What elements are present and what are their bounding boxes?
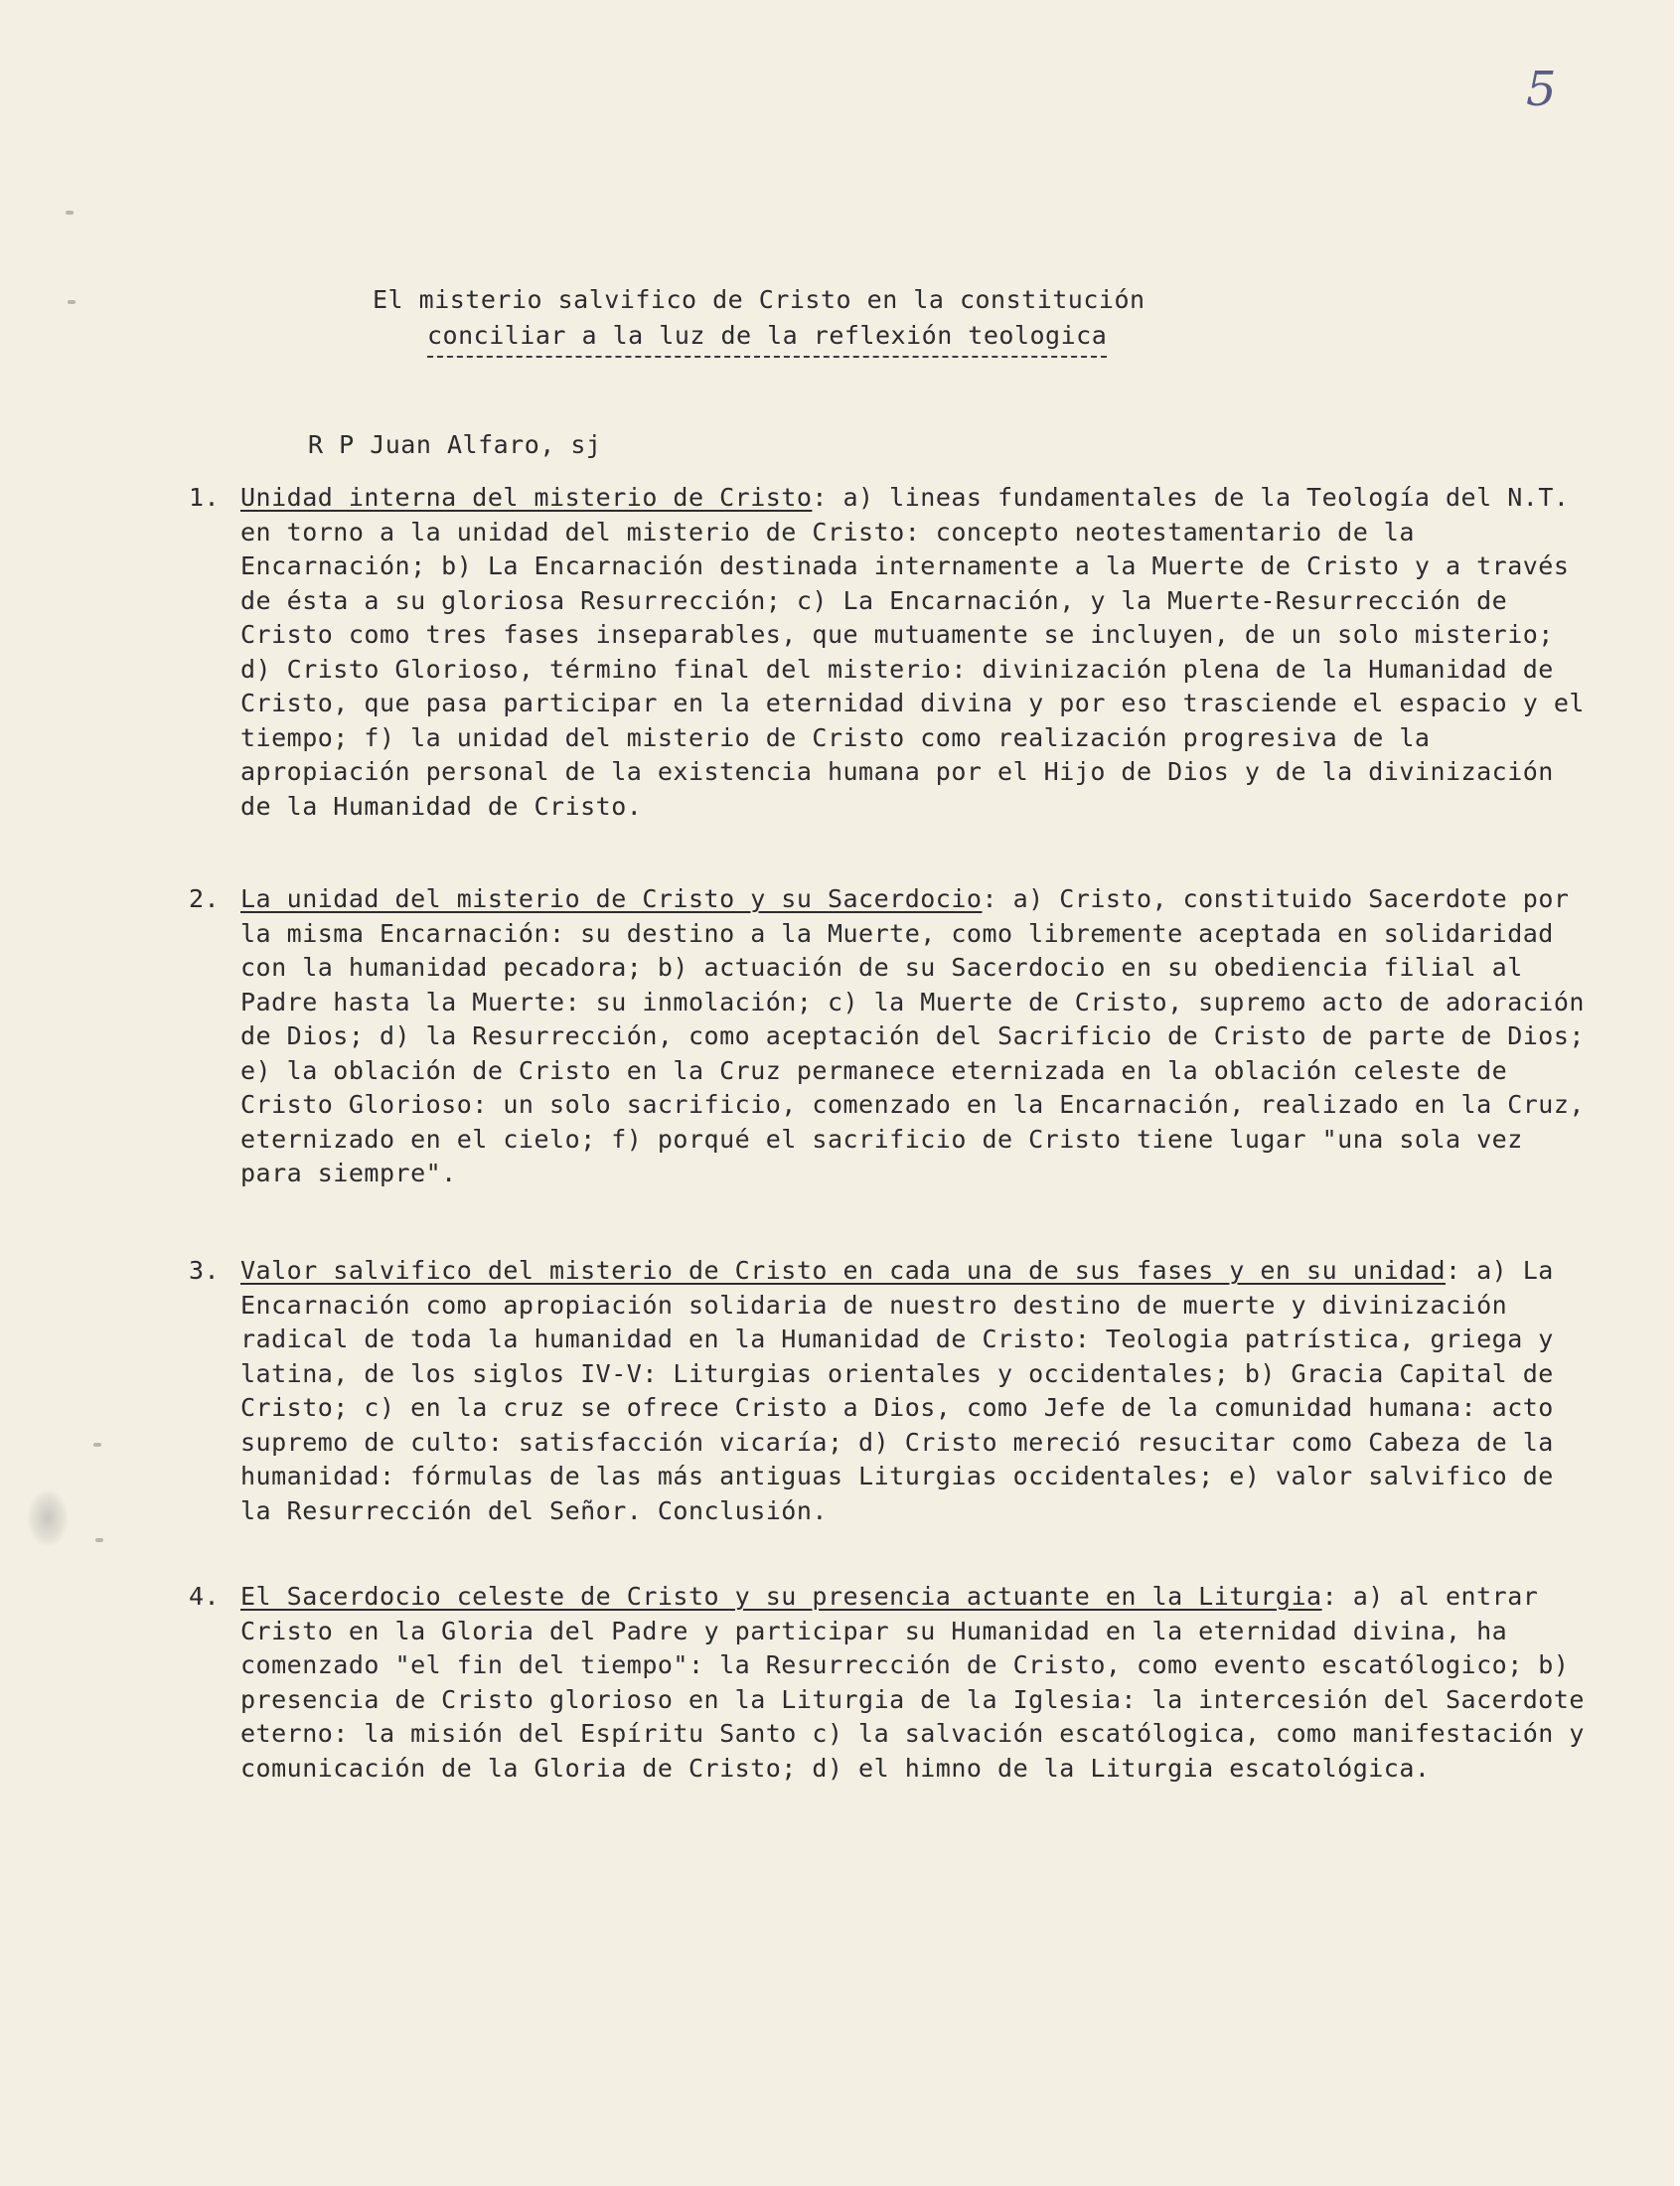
section-number: 2.: [189, 884, 221, 913]
section-4: [189, 1580, 1600, 1786]
section-body: [240, 1580, 1600, 1786]
section-text: : a) al entrar Cristo en la Gloria del Padre y participar su Humanidad en la eternidad divina, ha comenzado "el fin del tiempo": la Resurrección de Cristo, como evento escatólogico; b) presencia de Cristo glorioso en la Liturgia de la Iglesia: la intercesión del Sacerdote eterno: la misión del Espíritu Santo c) la salvación escatólogica, como manifestación y comunicación de la Gloria de Cristo; d) el himno de la Liturgia escatológica.: [240, 1582, 1585, 1783]
section-text: : a) Cristo, constituido Sacerdote por la misma Encarnación: su destino a la Muerte, como libremente aceptada en solidaridad con la humanidad pecadora; b) actuación de su Sacerdocio en su obediencia filial al Padre hasta la Muerte: su inmolación; c) la Muerte de Cristo, supremo acto de adoración de Dios; d) la Resurrección, como aceptación del Sacrificio de Cristo de parte de Dios; e) la oblación de Cristo en la Cruz permanece eternizada en la oblación celeste de Cristo Glorioso: un solo sacrificio, comenzado en la Encarnación, realizado en la Cruz, eternizado en el cielo; f) porqué el sacrificio de Cristo tiene lugar "una sola vez para siempre".: [240, 884, 1585, 1187]
margin-mark: [66, 211, 74, 215]
section-text: : a) La Encarnación como apropiación solidaria de nuestro destino de muerte y divinización radical de toda la humanidad en la Humanidad de Cristo: Teologia patrística, griega y latina, de los siglos IV-V: Liturgias orientales y occidentales; b) Gracia Capital de Cristo; c) en la cruz se ofrece Cristo a Dios, como Jefe de la comunidad humana: acto supremo de culto: satisfacción vicaría; d) Cristo mereció resucitar como Cabeza de la humanidad: fórmulas de las más antiguas Liturgias occidentales; e) valor salvifico de la Resurrección del Señor. Conclusión.: [240, 1256, 1554, 1525]
author-line: R P Juan Alfaro, sj: [308, 430, 602, 459]
section-number: 3.: [189, 1256, 221, 1285]
title-line-2: conciliar a la luz de la reflexión teologica: [427, 318, 1107, 358]
document-title: [373, 282, 1267, 358]
section-number: 1.: [189, 483, 221, 512]
section-heading: Unidad interna del misterio de Cristo: [240, 483, 813, 512]
page-edge: [1674, 0, 1680, 2186]
section-heading: Valor salvifico del misterio de Cristo en cada una de sus fases y en su unidad: [240, 1256, 1446, 1285]
section-1: [189, 481, 1600, 824]
margin-mark: [68, 300, 76, 304]
handwritten-page-number: 5: [1526, 62, 1557, 117]
margin-mark: [93, 1443, 101, 1447]
section-body: [240, 481, 1600, 824]
section-number: 4.: [189, 1582, 221, 1611]
margin-mark: [95, 1538, 103, 1542]
paper-smudge: [28, 1490, 68, 1546]
section-2: [189, 882, 1600, 1191]
title-line-1: El misterio salvifico de Cristo en la constitución: [373, 285, 1145, 314]
section-text: : a) lineas fundamentales de la Teología del N.T. en torno a la unidad del misterio de Cristo: concepto neotestamentario de la Encarnación; b) La Encarnación destinada internamente a la Muerte de Cristo y a través de ésta a su gloriosa Resurrección; c) La Encarnación, y la Muerte-Resurrección de Cristo como tres fases inseparables, que mutuamente se incluyen, de un solo misterio; d) Cristo Glorioso, término final del misterio: divinización plena de la Humanidad de Cristo, que pasa participar en la eternidad divina y por eso trasciende el espacio y el tiempo; f) la unidad del misterio de Cristo como realización progresiva de la apropiación personal de la existencia humana por el Hijo de Dios y de la divinización de la Humanidad de Cristo.: [240, 483, 1585, 821]
section-3: [189, 1254, 1600, 1528]
section-heading: La unidad del misterio de Cristo y su Sacerdocio: [240, 884, 983, 913]
section-heading: El Sacerdocio celeste de Cristo y su presencia actuante en la Liturgia: [240, 1582, 1322, 1611]
section-body: [240, 1254, 1600, 1528]
section-body: [240, 882, 1600, 1191]
